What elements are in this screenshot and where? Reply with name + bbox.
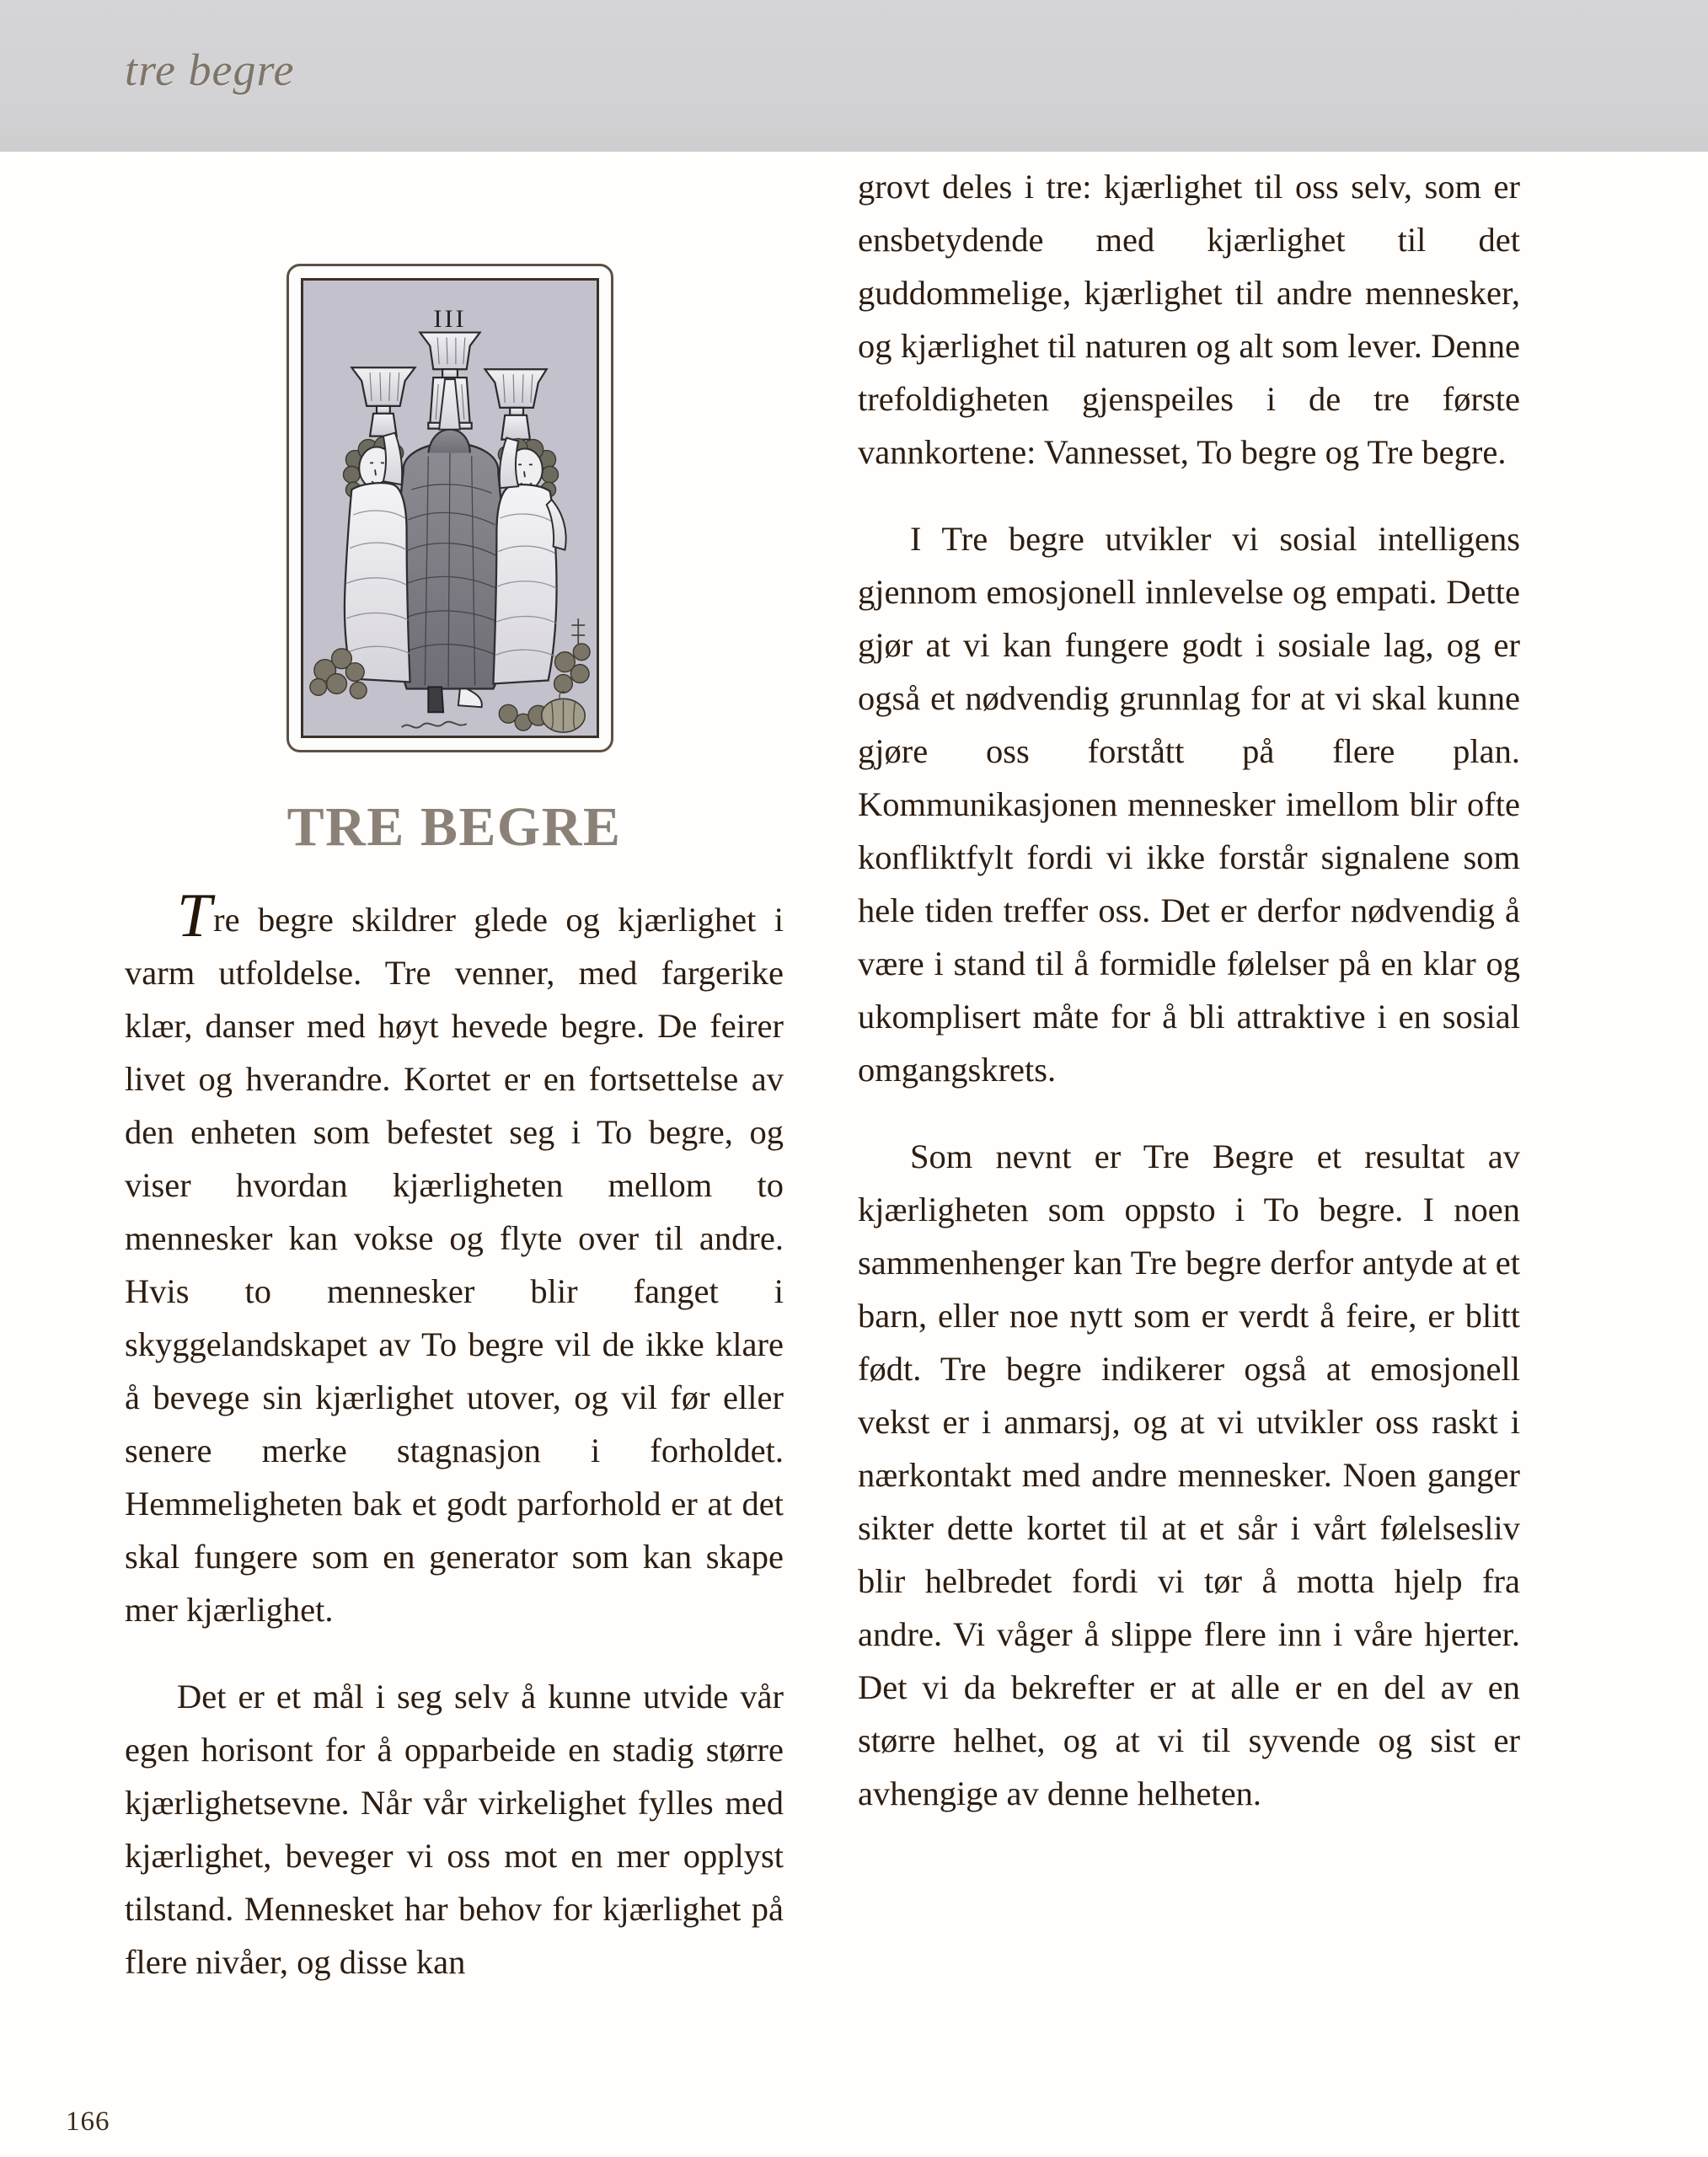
paragraph: I Tre begre utvikler vi sosial intelligens gjennom emosjonell innlevelse og empati. Dette gjør at vi kan fungere godt i sosiale lag, og er også et nødvendig grunnlag for at vi skal kunne gjøre oss forstått på flere plan. Kommunikasjonen mennesker imellom blir ofte konfliktfylt fordi vi ikke forstår signalene som hele tiden treffer oss. Det er derfor nødvendig å være i stand til å formidle følelser på en klar og ukomplisert måte for å bli attraktive i en sosial omgangskrets. [858, 520, 1520, 1089]
section-title: TRE BEGRE [286, 796, 622, 858]
paragraph: Som nevnt er Tre Begre et resultat av kjærligheten som oppsto i To begre. I noen sammenhenger kan Tre begre derfor antyde at et barn, eller noe nytt som er verdt å feire, er blitt født. Tre begre indikerer også at emosjonell vekst er i anmarsj, og at vi utvikler oss raskt i nærkontakt med andre mennesker. Noen ganger sikter dette kortet til at et sår i vårt følelsesliv blir helbredet fordi vi tør å motta hjelp fra andre. Vi våger å slippe flere inn i våre hjerter. Det vi da bekrefter er at alle er en del av en større helhet, og at vi til syvende og sist er avhengige av denne helheten. [858, 1137, 1520, 1812]
left-column-body [125, 881, 784, 1988]
drop-cap: T [177, 881, 212, 950]
page-body [0, 152, 1708, 2157]
paragraph-text: re begre skildrer glede og kjærlighet i varm utfoldelse. Tre venner, med fargerike klær, danser med høyt hevede begre. De feirer livet og hverandre. Kortet er en fortsettelse av den enheten som befestet seg i To begre, og viser hvordan kjærligheten mellom to mennesker kan vokse og flyte over til andre. Hvis to mennesker blir fanget i skyggelandskapet av To begre vil de ikke klare å bevege sin kjærlighet utover, og vil før eller senere merke stagnasjon i forholdet. Hemmeligheten bak et godt parforhold er at det skal fungere som en generator som kan skape mer kjærlighet. [125, 901, 784, 1629]
tarot-card-illustration [286, 264, 613, 752]
right-column-body [858, 160, 1520, 1820]
three-of-cups-artwork-icon [303, 281, 597, 736]
paragraph: Det er et mål i seg selv å kunne utvide vår egen horisont for å opparbeide en stadig større kjærlighetsevne. Når vår virkelighet fylles med kjærlighet, beveger vi oss mot en mer opplyst tilstand. Mennesket har behov for kjærlighet på flere nivåer, og disse kan [125, 1678, 784, 1981]
running-head-title: tre begre [125, 45, 295, 95]
page-number: 166 [66, 2106, 110, 2137]
paragraph: grovt deles i tre: kjærlighet til oss selv, som er ensbetydende med kjærlighet til det guddommelige, kjærlighet til andre mennesker, og kjærlighet til naturen og alt som lever. Denne trefoldigheten gjenspeiles i de tre første vannkortene: Vannesset, To begre og Tre begre. [858, 168, 1520, 471]
paragraph [125, 881, 784, 1636]
tarot-card-inner-frame [301, 278, 599, 738]
running-head-band [0, 0, 1708, 152]
tarot-card-numeral: III [433, 305, 467, 333]
